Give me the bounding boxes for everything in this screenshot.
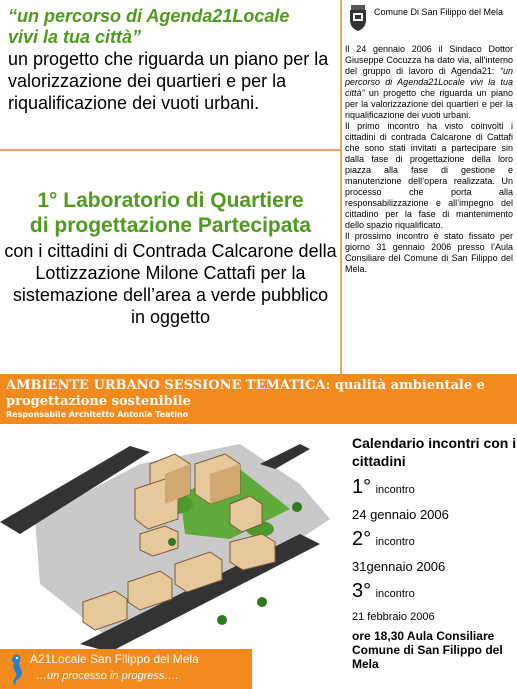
- article-p1-italic: “un percorso di Agenda21Locale vivi la tua città”: [345, 66, 513, 98]
- article-paragraph-3: Il prossimo incontro è stato fissato per giorno 31 gennaio 2006 presso l’Aula Consiliare del Comune di San Filippo del Mela.: [345, 231, 513, 274]
- article-paragraph-2: Il primo incontro ha visto coinvolti i cittadini di contrada Calcarone di Cattafi che sono stati invitati a partecipare sin dalla fase di progettazione della loro piazza alla fase di gestione e manutenzione dell’opera realizzata. Un processo che porta alla responsabilizzazione e all’impegno del cittadino per la fase di mantenimento dello spazio riqualificato.: [345, 121, 513, 230]
- calendario-title: Calendario incontri con i cittadini: [352, 435, 517, 469]
- incontro-location-note: ore 18,30 Aula Consiliare Comune di San Filippo del Mela: [352, 629, 503, 671]
- article-paragraph-1: [345, 44, 513, 121]
- laboratorio-title-line2: di progettazione Partecipata: [29, 214, 312, 237]
- incontro-1-label: incontro: [375, 484, 415, 496]
- incontro-3-label: incontro: [375, 588, 415, 600]
- incontro-3-date: 21 febbraio 2006: [352, 611, 435, 623]
- incontro-1-date: 24 gennaio 2006: [352, 507, 449, 522]
- incontro-3-number: 3°: [352, 580, 372, 602]
- laboratorio-block: [4, 188, 337, 328]
- incontro-2-number: 2°: [352, 528, 372, 550]
- incontro-1-number: 1°: [352, 476, 372, 498]
- laboratorio-title-line1: 1° Laboratorio di Quartiere: [37, 189, 304, 212]
- site-plan-illustration: [0, 424, 340, 649]
- comune-header: [347, 2, 515, 36]
- headline-body: un progetto che riguarda un piano per la valorizzazione dei quartieri e per la riqualificazione dei vuoti urbani.: [8, 49, 329, 113]
- article-p1-end: un progetto che riguarda un piano per la valorizzazione dei quartieri e per la riqualificazione dei vuoti urbani.: [345, 88, 513, 120]
- seahorse-logo-icon: [4, 649, 28, 689]
- calendario-block: [352, 434, 517, 671]
- headline-block: [8, 6, 338, 114]
- article-p1-start: Il 24 gennaio 2006 il Sindaco Dottor Giuseppe Cocuzza ha dato via, all’interno del gruppo di lavoro di Agenda21:: [345, 44, 513, 76]
- incontro-2: [352, 528, 517, 551]
- incontro-2-label: incontro: [375, 536, 415, 548]
- headline-green-line2: vivi la tua città”: [8, 27, 142, 47]
- footer-a21-label: A21Locale San Filippo del Mela: [30, 652, 199, 666]
- incontro-3: [352, 580, 517, 603]
- footer-progress-label: …un processo in progress….: [36, 670, 179, 682]
- coat-of-arms-icon: [347, 4, 369, 32]
- banner-title: AMBIENTE URBANO SESSIONE TEMATICA: qualità ambientale e progettazione sostenibile: [6, 378, 485, 409]
- article-text: [345, 44, 513, 275]
- comune-name: Comune Di San Filippo del Mela: [374, 7, 504, 17]
- incontro-2-date: 31gennaio 2006: [352, 559, 446, 574]
- laboratorio-body: con i cittadini di Contrada Calcarone della Lottizzazione Milone Cattafi per la sistemazione dell’area a verde pubblico in oggetto: [4, 241, 337, 327]
- headline-green-line1: “un percorso di Agenda21Locale: [8, 6, 290, 26]
- incontro-1: [352, 476, 517, 499]
- banner-responsabile: Responsabile Architetto Antonia Teatino: [6, 410, 189, 419]
- vertical-divider: [340, 0, 342, 374]
- horizontal-divider: [0, 149, 340, 151]
